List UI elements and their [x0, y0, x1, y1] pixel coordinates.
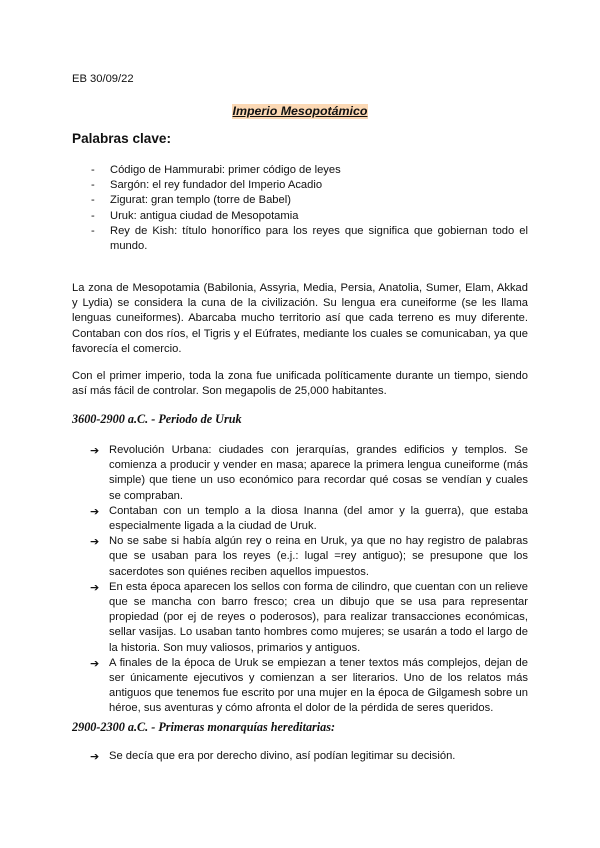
uruk-item-text: No se sabe si había algún rey o reina en Uruk, ya que no hay registro de palabras que se usaban para los reyes (e.j.: lugal =rey antiguo); se presupone que los sacerdotes son quiénes reciben aquellos impuestos. — [109, 535, 528, 578]
uruk-item — [90, 443, 528, 504]
monarquias-item-text: Se decía que era por derecho divino, así podían legitimar su decisión. — [109, 750, 456, 762]
arrow-icon: ➔ — [90, 656, 100, 670]
keyword-item: - Código de Hammurabi: primer código de leyes — [91, 163, 528, 178]
monarquias-list — [90, 749, 528, 764]
monarquias-item — [90, 749, 528, 764]
intro-paragraph-1: La zona de Mesopotamia (Babilonia, Assyria, Media, Persia, Anatolia, Sumer, Elam, Akkad y Lydia) se considera la cuna de la civilización. Su lengua era cuneiforme (se les llama lenguas cuneiformes). Abarcaba mucho territorio así que cada terreno es muy diferente. Contaban con dos ríos, el Tigris y el Eúfrates, mediante los cuales se comunicaban, ya que favorecía el comercio. — [72, 282, 528, 355]
arrow-icon: ➔ — [90, 504, 100, 518]
uruk-section-heading: 3600-2900 a.C. - Periodo de Uruk — [72, 412, 242, 426]
keyword-item: - Rey de Kish: título honorífico para los reyes que significa que gobiernan todo el mundo. — [91, 224, 528, 254]
arrow-icon: ➔ — [90, 750, 100, 763]
uruk-item — [90, 580, 528, 656]
keyword-item: - Zigurat: gran templo (torre de Babel) — [91, 193, 528, 208]
uruk-item-text: Contaban con un templo a la diosa Inanna (del amor y la guerra), que estaba especialmente ligada a la ciudad de Uruk. — [109, 504, 528, 533]
keyword-item: - Uruk: antigua ciudad de Mesopotamia — [91, 209, 528, 224]
uruk-item-text: Revolución Urbana: ciudades con jerarquías, grandes edificios y templos. Se comienza a producir y vender en masa; aparece la primera lengua cuneiforme (más simple) que tiene un uso económico para recordar qué cosas se vendían y cuales se compraban. — [109, 444, 528, 502]
intro-paragraph-2: Con el primer imperio, toda la zona fue unificada políticamente durante un tiempo, siendo así más fácil de controlar. Son megapolis de 25,000 habitantes. — [72, 370, 528, 398]
uruk-item — [90, 504, 528, 534]
document-date: EB 30/09/22 — [72, 73, 134, 85]
monarquias-section-heading: 2900-2300 a.C. - Primeras monarquías hereditarias: — [72, 720, 336, 734]
title-wrapper — [0, 102, 600, 120]
uruk-item-text: En esta época aparecen los sellos con forma de cilindro, que cuentan con un relieve que se mancha con barro fresco; crea un dibujo que se usa para representar propiedad (por ej de reyes o poderosos), para realizar transacciones económicas, sellar vasijas. Lo usaban tanto hombres como mujeres; se usarán a todo el largo de la historia. Son muy valiosos, primarios y antiguos. — [109, 580, 528, 654]
uruk-list — [90, 443, 528, 717]
keyword-item: - Sargón: el rey fundador del Imperio Acadio — [91, 178, 528, 193]
uruk-item-text: A finales de la época de Uruk se empiezan a tener textos más complejos, dejan de ser únicamente ejecutivos y comienzan a ser literarios. Uno de los relatos más antiguos que tenemos fue escrito por una mujer en la época de Gilgamesh sobre un héroe, sus aventuras y cómo afronta el dolor de la pérdida de seres queridos. — [109, 656, 528, 715]
arrow-icon: ➔ — [90, 535, 100, 549]
document-title: Imperio Mesopotámico — [232, 104, 368, 118]
uruk-item — [90, 656, 528, 717]
uruk-item — [90, 534, 528, 580]
arrow-icon: ➔ — [90, 580, 100, 594]
keywords-list — [91, 163, 528, 254]
arrow-icon: ➔ — [90, 444, 100, 457]
keywords-heading: Palabras clave: — [72, 131, 171, 146]
